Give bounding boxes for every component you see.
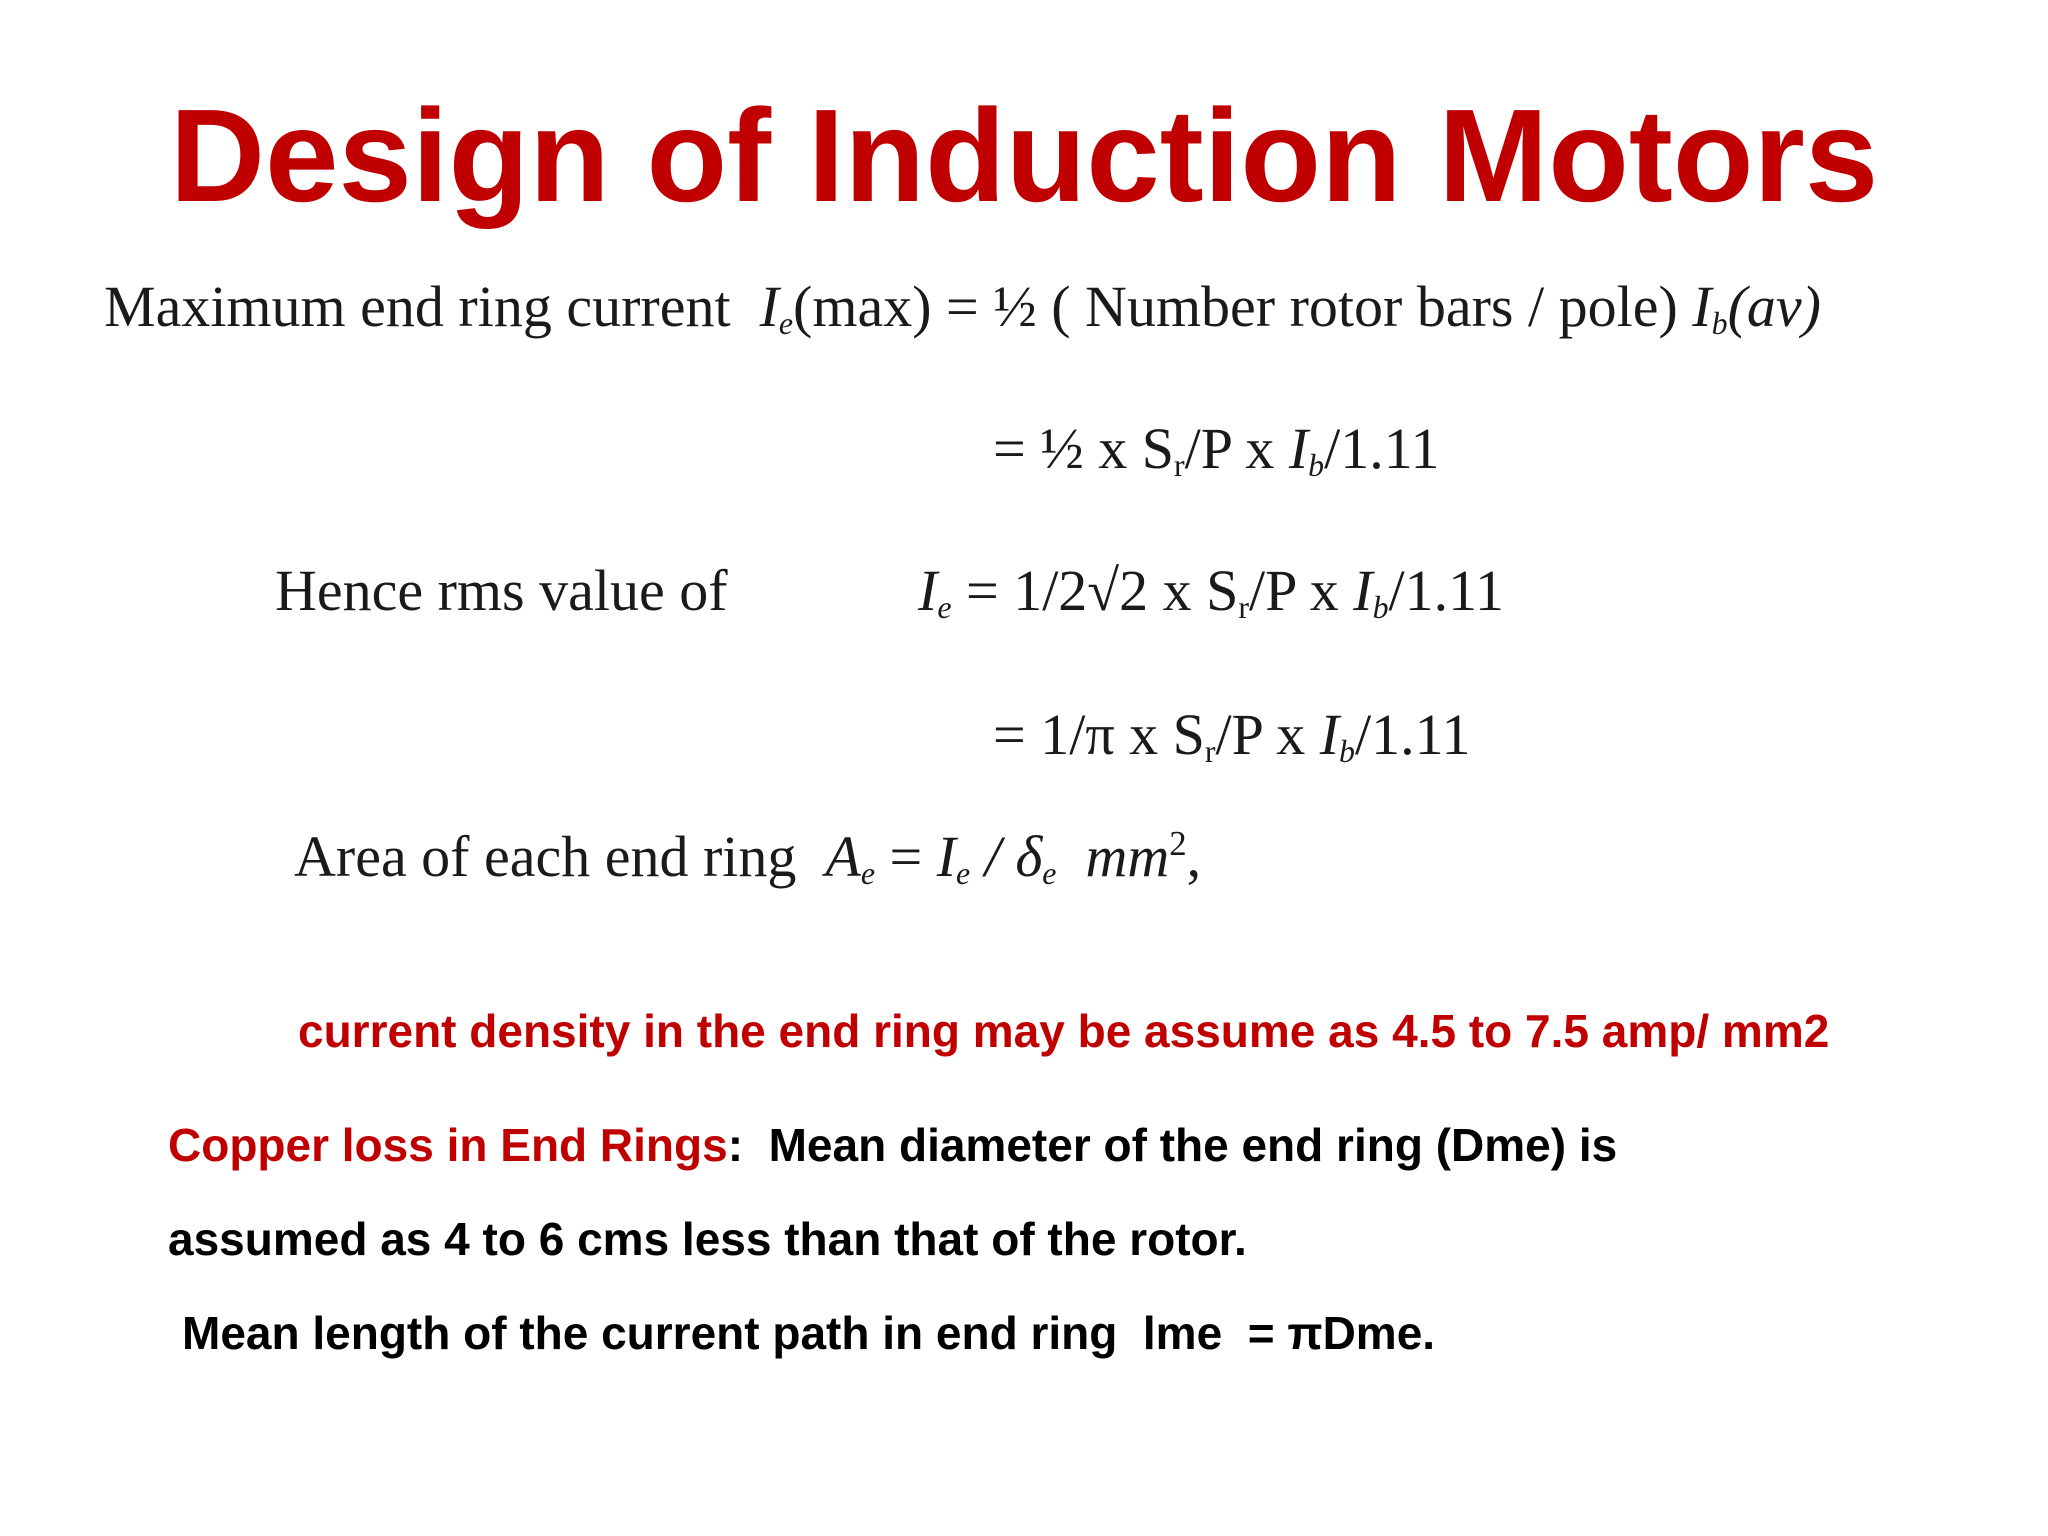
equation-text: /1.11 [1324,416,1440,481]
colon: : [727,1119,744,1171]
subscript: b [1308,447,1325,483]
equation-label: Area of each end ring [294,824,797,889]
symbol-i: I [759,274,779,339]
symbol-i: I [936,824,957,889]
equation-text: /P x [1215,702,1320,767]
subscript: b [1711,305,1728,341]
subscript: e [956,855,971,891]
symbol-i: I [1288,416,1309,481]
subscript: r [1238,589,1250,625]
equation-text: /1.11 [1355,702,1471,767]
equation-text: , [1186,824,1202,889]
subscript: r [1204,733,1216,769]
equation-text: / [970,824,1016,889]
equation-body: (max) = ½ ( Number rotor bars / pole) [793,274,1693,339]
current-density-note: current density in the end ring may be assume as 4.5 to 7.5 amp/ mm2 [298,1005,1830,1057]
symbol-delta: δ [1015,824,1043,889]
symbol-a: A [825,824,861,889]
symbol-i: I [1353,558,1373,623]
equation-text: /P x [1184,416,1289,481]
subscript: e [937,589,952,625]
equation-text: = 1/π x S [993,702,1205,767]
symbol-i: I [1319,702,1340,767]
symbol-i: I [918,558,938,623]
equation-step-2 [993,416,1440,483]
equation-text: /1.11 [1388,558,1504,623]
equation-rms-value [918,558,1504,625]
copper-loss-heading: Copper loss in End Rings [168,1119,728,1171]
subscript: b [1372,589,1389,625]
equation-text: = [875,824,937,889]
equation-max-end-ring-current [104,274,1821,341]
equation-end-ring-area [294,824,1202,891]
superscript: 2 [1169,824,1187,864]
copper-loss-line-2: assumed as 4 to 6 cms less than that of the rotor. [168,1213,1247,1265]
subscript: e [778,305,794,341]
subscript: r [1173,447,1185,483]
mean-length-line: Mean length of the current path in end ring lme = πDme. [182,1307,1436,1359]
equation-label: Maximum end ring current [104,274,731,339]
equation-text: = ½ x S [993,416,1174,481]
subscript: e [1042,855,1057,891]
copper-loss-text: Mean diameter of the end ring (Dme) is [743,1119,1618,1171]
copper-loss-line-1 [168,1119,1618,1171]
unit: mm [1056,824,1170,889]
equation-step-4 [993,702,1471,769]
slide-title: Design of Induction Motors [169,82,1879,229]
equation-text: = 1/2√2 x S [951,558,1239,623]
subscript: e [860,855,875,891]
symbol-i: I [1692,274,1712,339]
equation-rms-label: Hence rms value of [275,558,728,623]
equation-tail: (av) [1727,274,1821,339]
subscript: b [1339,733,1355,769]
equation-text: /P x [1249,558,1354,623]
